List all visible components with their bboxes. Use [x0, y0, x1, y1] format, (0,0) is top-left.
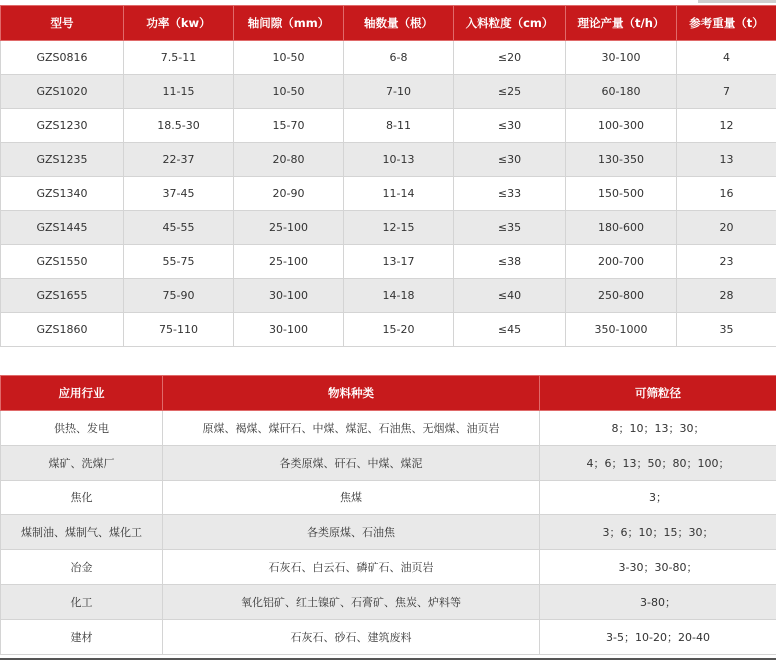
capacity-cell: 350-1000 [566, 313, 677, 347]
screen-size-cell: 8；10；13；30； [540, 411, 776, 446]
spec-header-shaft-count: 轴数量（根） [344, 6, 454, 41]
model-cell: GZS0816 [1, 41, 124, 75]
spec-header-feed-size: 入料粒度（cm） [454, 6, 566, 41]
spec-header-shaft-gap: 轴间隙（mm） [234, 6, 344, 41]
feed-size-cell: ≤40 [454, 279, 566, 313]
industry-cell: 煤矿、洗煤厂 [1, 445, 163, 480]
power-cell: 22-37 [124, 143, 234, 177]
spec-table-row [1, 177, 776, 211]
application-table [0, 375, 776, 655]
weight-cell: 35 [677, 313, 776, 347]
capacity-cell: 30-100 [566, 41, 677, 75]
industry-cell: 冶金 [1, 550, 163, 585]
screen-size-cell: 4；6；13；50；80；100； [540, 445, 776, 480]
shaft-count-cell: 12-15 [344, 211, 454, 245]
shaft-gap-cell: 20-80 [234, 143, 344, 177]
shaft-count-cell: 8-11 [344, 109, 454, 143]
weight-cell: 28 [677, 279, 776, 313]
screen-size-cell: 3-5；10-20；20-40 [540, 619, 776, 654]
model-cell: GZS1340 [1, 177, 124, 211]
industry-cell: 供热、发电 [1, 411, 163, 446]
spec-header-row [1, 6, 776, 41]
shaft-gap-cell: 10-50 [234, 75, 344, 109]
weight-cell: 16 [677, 177, 776, 211]
weight-cell: 7 [677, 75, 776, 109]
shaft-count-cell: 14-18 [344, 279, 454, 313]
weight-cell: 23 [677, 245, 776, 279]
power-cell: 37-45 [124, 177, 234, 211]
capacity-cell: 150-500 [566, 177, 677, 211]
spec-table-row [1, 109, 776, 143]
spec-table [0, 5, 776, 347]
material-cell: 各类原煤、石油焦 [163, 515, 540, 550]
shaft-count-cell: 15-20 [344, 313, 454, 347]
application-header-material: 物料种类 [163, 376, 540, 411]
screen-size-cell: 3-30；30-80； [540, 550, 776, 585]
application-header-industry: 应用行业 [1, 376, 163, 411]
power-cell: 55-75 [124, 245, 234, 279]
spec-table-row [1, 313, 776, 347]
application-header-row [1, 376, 776, 411]
spec-header-model: 型号 [1, 6, 124, 41]
screen-size-cell: 3；6；10；15；30； [540, 515, 776, 550]
industry-cell: 化工 [1, 584, 163, 619]
screen-size-cell: 3-80； [540, 584, 776, 619]
shaft-count-cell: 11-14 [344, 177, 454, 211]
shaft-gap-cell: 30-100 [234, 279, 344, 313]
screen-size-cell: 3； [540, 480, 776, 515]
power-cell: 7.5-11 [124, 41, 234, 75]
industry-cell: 煤制油、煤制气、煤化工 [1, 515, 163, 550]
industry-cell: 焦化 [1, 480, 163, 515]
spec-header-power: 功率（kw） [124, 6, 234, 41]
power-cell: 75-90 [124, 279, 234, 313]
feed-size-cell: ≤45 [454, 313, 566, 347]
shaft-count-cell: 6-8 [344, 41, 454, 75]
application-table-row [1, 550, 776, 585]
capacity-cell: 60-180 [566, 75, 677, 109]
feed-size-cell: ≤25 [454, 75, 566, 109]
spec-table-row [1, 245, 776, 279]
material-cell: 原煤、褐煤、煤矸石、中煤、煤泥、石油焦、无烟煤、油页岩 [163, 411, 540, 446]
application-table-row [1, 619, 776, 654]
shaft-gap-cell: 15-70 [234, 109, 344, 143]
spec-table-row [1, 41, 776, 75]
application-table-row [1, 515, 776, 550]
shaft-count-cell: 7-10 [344, 75, 454, 109]
shaft-gap-cell: 20-90 [234, 177, 344, 211]
spec-header-capacity: 理论产量（t/h） [566, 6, 677, 41]
material-cell: 石灰石、砂石、建筑废料 [163, 619, 540, 654]
model-cell: GZS1860 [1, 313, 124, 347]
power-cell: 11-15 [124, 75, 234, 109]
spec-table-row [1, 143, 776, 177]
top-rule-shade [698, 0, 776, 3]
model-cell: GZS1020 [1, 75, 124, 109]
bottom-divider [0, 658, 776, 660]
feed-size-cell: ≤20 [454, 41, 566, 75]
application-table-row [1, 480, 776, 515]
feed-size-cell: ≤30 [454, 143, 566, 177]
feed-size-cell: ≤33 [454, 177, 566, 211]
capacity-cell: 200-700 [566, 245, 677, 279]
weight-cell: 4 [677, 41, 776, 75]
material-cell: 石灰石、白云石、磷矿石、油页岩 [163, 550, 540, 585]
capacity-cell: 180-600 [566, 211, 677, 245]
spec-table-row [1, 211, 776, 245]
application-header-size: 可筛粒径 [540, 376, 776, 411]
spec-table-row [1, 279, 776, 313]
material-cell: 氧化铝矿、红土镍矿、石膏矿、焦炭、炉料等 [163, 584, 540, 619]
power-cell: 75-110 [124, 313, 234, 347]
spec-table-row [1, 75, 776, 109]
shaft-gap-cell: 25-100 [234, 245, 344, 279]
weight-cell: 20 [677, 211, 776, 245]
power-cell: 18.5-30 [124, 109, 234, 143]
material-cell: 焦煤 [163, 480, 540, 515]
model-cell: GZS1230 [1, 109, 124, 143]
capacity-cell: 100-300 [566, 109, 677, 143]
application-table-row [1, 584, 776, 619]
application-table-row [1, 445, 776, 480]
weight-cell: 12 [677, 109, 776, 143]
shaft-gap-cell: 25-100 [234, 211, 344, 245]
spec-header-weight: 参考重量（t） [677, 6, 776, 41]
application-table-row [1, 411, 776, 446]
industry-cell: 建材 [1, 619, 163, 654]
model-cell: GZS1655 [1, 279, 124, 313]
feed-size-cell: ≤35 [454, 211, 566, 245]
shaft-count-cell: 10-13 [344, 143, 454, 177]
feed-size-cell: ≤30 [454, 109, 566, 143]
model-cell: GZS1235 [1, 143, 124, 177]
model-cell: GZS1550 [1, 245, 124, 279]
weight-cell: 13 [677, 143, 776, 177]
model-cell: GZS1445 [1, 211, 124, 245]
feed-size-cell: ≤38 [454, 245, 566, 279]
shaft-gap-cell: 30-100 [234, 313, 344, 347]
power-cell: 45-55 [124, 211, 234, 245]
shaft-gap-cell: 10-50 [234, 41, 344, 75]
capacity-cell: 130-350 [566, 143, 677, 177]
capacity-cell: 250-800 [566, 279, 677, 313]
material-cell: 各类原煤、矸石、中煤、煤泥 [163, 445, 540, 480]
shaft-count-cell: 13-17 [344, 245, 454, 279]
